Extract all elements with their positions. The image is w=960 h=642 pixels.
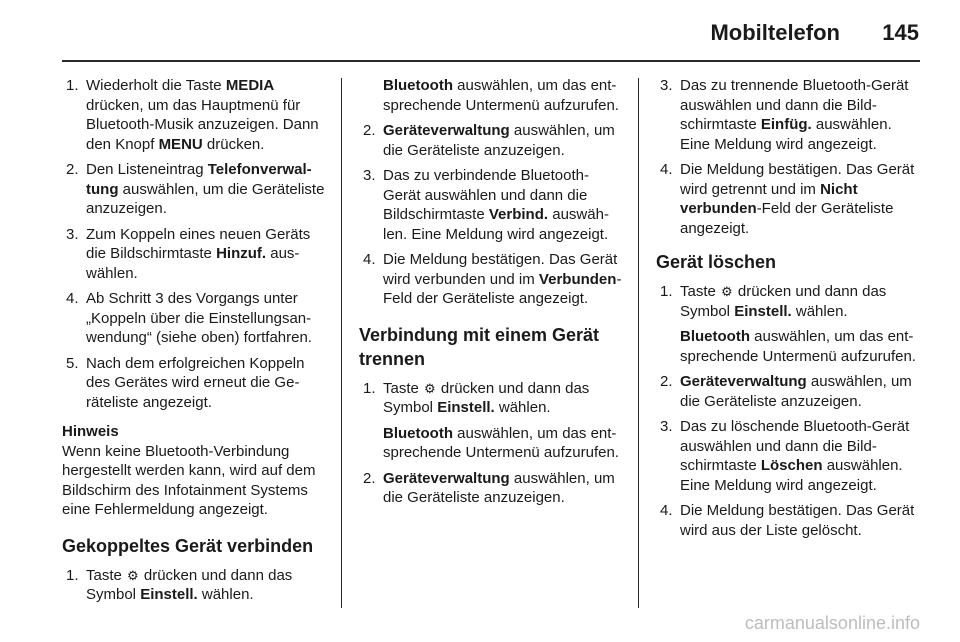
page-title: Mobiltelefon	[710, 20, 840, 45]
section-heading: Gekoppeltes Gerät verbinden	[62, 535, 314, 556]
gear-icon: ⚙	[721, 284, 733, 299]
list-item: 2. Geräteverwaltung auswählen, um die Geräteliste anzuzeigen.	[660, 373, 912, 410]
list-item: 5. Nach dem erfolgreichen Koppeln des Gerätes wird erneut die Geräteliste angezeigt.	[66, 354, 305, 411]
column-1	[62, 76, 330, 611]
paragraph: Bluetooth auswählen, um das entsprechende Untermenü aufzurufen.	[680, 328, 916, 365]
paragraph: Bluetooth auswählen, um das entsprechende Untermenü aufzurufen.	[383, 77, 619, 114]
list-item: 3. Das zu löschende Bluetooth-Gerät auswählen und dann die Bildschirmtaste Löschen auswählen. Eine Meldung wird angezeigt.	[660, 418, 910, 494]
list-item: 4. Die Meldung bestätigen. Das Gerät wird getrennt und im Nicht verbunden-Feld der Geräteliste angezeigt.	[660, 161, 915, 237]
list-item: 1. Taste ⚙ drücken und dann das Symbol Einstell. wählen.	[660, 283, 887, 320]
list-item: 1. Taste ⚙ drücken und dann das Symbol Einstell. wählen.	[66, 566, 293, 603]
section-heading: Verbindung mit einem Gerät trennen	[359, 324, 600, 369]
section-heading: Gerät löschen	[656, 252, 777, 272]
header-rule	[62, 60, 920, 62]
column-divider-1	[341, 78, 342, 608]
column-divider-2	[638, 78, 639, 608]
column-2	[359, 76, 624, 514]
list-item: 2. Geräteverwaltung auswählen, um die Geräteliste anzuzeigen.	[363, 122, 615, 159]
page-number: 145	[882, 20, 919, 45]
paragraph: Bluetooth auswählen, um das entsprechende Untermenü aufzurufen.	[383, 424, 619, 461]
list-item: 4. Ab Schritt 3 des Vorgangs unter „Koppeln über die Einstellungsanwendung“ (siehe oben) fortfahren.	[66, 290, 312, 346]
list-item: 2. Den Listeneintrag Telefonverwaltung auswählen, um die Geräteliste anzuzeigen.	[66, 161, 325, 217]
list-item: 1. Wiederholt die Taste MEDIA drücken, um das Hauptmenü für Bluetooth-Musik anzuzeigen. Dann den Knopf MENU drücken.	[66, 77, 319, 153]
gear-icon: ⚙	[127, 567, 139, 583]
list-item: 3. Zum Koppeln eines neuen Geräts die Bildschirmtaste Hinzuf. auswählen.	[66, 225, 311, 282]
list-item: 3. Das zu trennende Bluetooth-Gerät auswählen und dann die Bildschirmtaste Einfüg. auswählen. Eine Meldung wird angezeigt.	[660, 77, 909, 153]
list-item: 1. Taste ⚙ drücken und dann das Symbol Einstell. wählen.	[363, 379, 590, 416]
list-item: 3. Das zu verbindende Bluetooth-Gerät auswählen und dann die Bildschirmtaste Verbind. auswählen. Eine Meldung wird angezeigt.	[363, 167, 609, 243]
note-heading: Hinweis	[62, 423, 119, 440]
list-item: 4. Die Meldung bestätigen. Das Gerät wird verbunden und im Verbunden-Feld der Geräteliste angezeigt.	[363, 251, 622, 307]
list-item: 4. Die Meldung bestätigen. Das Gerät wird aus der Liste gelöscht.	[660, 502, 915, 539]
list-item: 2. Geräteverwaltung auswählen, um die Geräteliste anzuzeigen.	[363, 469, 615, 506]
column-3	[656, 76, 922, 546]
watermark: carmanualsonline.info	[744, 613, 920, 633]
note-body: Wenn keine Bluetooth-Verbindung hergestellt werden kann, wird auf dem Bildschirm des Infotainment Systems eine Fehlermeldung angezeigt.	[62, 442, 316, 518]
gear-icon: ⚙	[424, 380, 436, 396]
